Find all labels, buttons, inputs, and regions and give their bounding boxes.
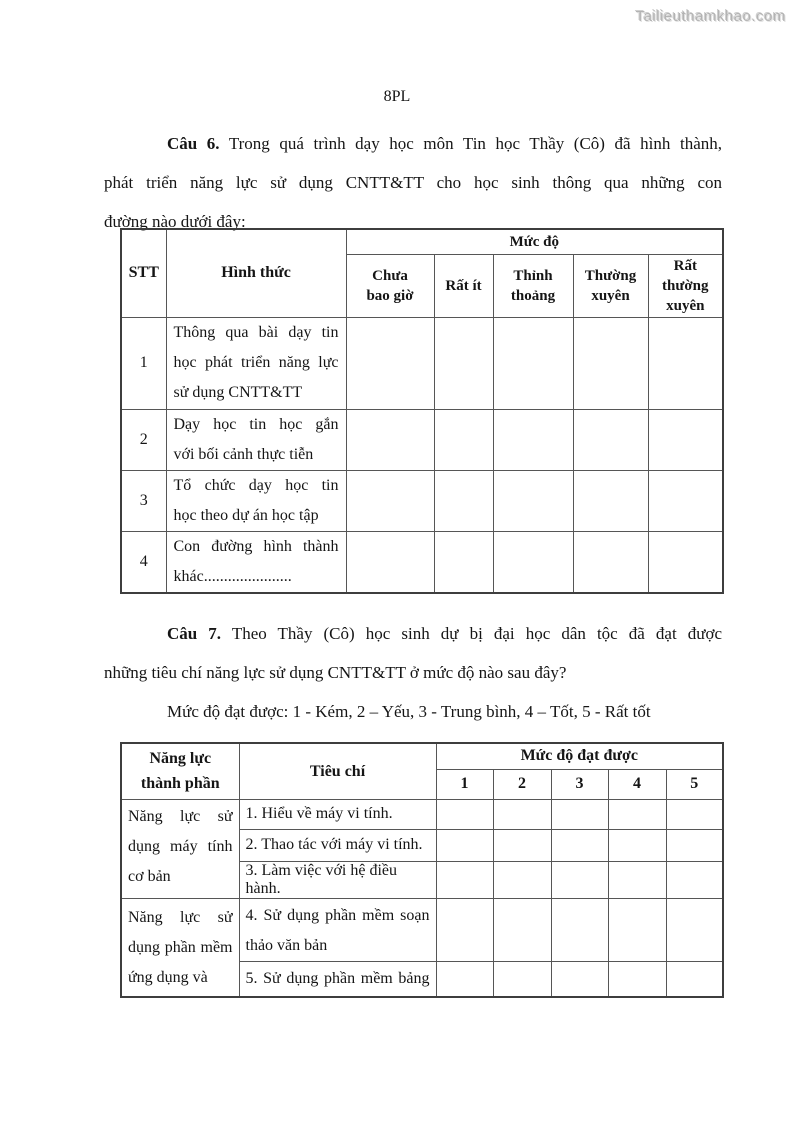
score-cell	[608, 961, 666, 997]
score-cell	[666, 799, 723, 829]
score-cell	[493, 898, 551, 961]
question7-line-1: Câu 7. Theo Thầy (Cô) học sinh dự bị đại học dân tộc đã đạt được	[167, 624, 723, 643]
score-cell	[666, 861, 723, 898]
question6-line-1: Câu 6. Trong quá trình dạy học môn Tin học Thầy (Cô) đã hình thành,	[167, 134, 722, 153]
table-row	[121, 898, 723, 961]
score-cell	[551, 961, 608, 997]
question7-line-2: những tiêu chí năng lực sử dụng CNTT&TT ở mức độ nào sau đây?	[104, 663, 567, 682]
page-number-label: 8PL	[383, 88, 411, 105]
answer-cell	[434, 409, 493, 470]
answer-cell	[493, 409, 573, 470]
score-cell	[666, 829, 723, 861]
level-header-chua-bao-gio: Chưa bao giờ	[346, 254, 434, 317]
question6-line-2: phát triển năng lực sử dụng CNTT&TT cho học sinh thông qua những con	[104, 173, 722, 192]
question7-scale-legend: Mức độ đạt được: 1 - Kém, 2 – Yếu, 3 - Trung bình, 4 – Tốt, 5 - Rất tốt	[167, 702, 651, 721]
score-cell	[493, 861, 551, 898]
row-number: 2	[121, 409, 166, 470]
answer-cell	[493, 470, 573, 531]
competency-group-label: Năng lực sử dụng máy tính cơ bản	[121, 799, 239, 898]
answer-cell	[573, 317, 648, 409]
score-cell	[436, 898, 493, 961]
score-cell	[551, 799, 608, 829]
table-row	[121, 470, 723, 531]
answer-cell	[346, 409, 434, 470]
level-header-rat-thuong-xuyen: Rất thường xuyên	[648, 254, 723, 317]
criterion-label: 4. Sử dụng phần mềm soạn thảo văn bản	[239, 898, 436, 961]
nang-luc-column-header: Năng lực thành phần	[121, 743, 239, 799]
criterion-label: 5. Sử dụng phần mềm bảng	[239, 961, 436, 997]
question6-paragraph	[104, 124, 722, 241]
answer-cell	[346, 317, 434, 409]
score-cell	[493, 961, 551, 997]
score-cell	[436, 961, 493, 997]
score-cell	[551, 898, 608, 961]
question7-table	[120, 742, 724, 998]
watermark: Tailieuthamkhao.com	[635, 8, 786, 25]
level-header-rat-it: Rất ít	[434, 254, 493, 317]
answer-cell	[573, 409, 648, 470]
score-cell	[666, 961, 723, 997]
answer-cell	[493, 531, 573, 593]
row-number: 4	[121, 531, 166, 593]
competency-group-label: Năng lực sử dụng phần mềm ứng dụng và	[121, 898, 239, 997]
answer-cell	[648, 531, 723, 593]
score-cell	[608, 861, 666, 898]
table-row	[121, 531, 723, 593]
score-cell	[436, 829, 493, 861]
answer-cell	[493, 317, 573, 409]
question6-label: Câu 6.	[167, 134, 220, 153]
hinh-thuc-column-header: Hình thức	[166, 229, 346, 317]
level-header-thuong-xuyen: Thường xuyên	[573, 254, 648, 317]
criterion-label: 3. Làm việc với hệ điều hành.	[239, 861, 436, 898]
score-cell	[608, 799, 666, 829]
question7-label: Câu 7.	[167, 624, 222, 643]
answer-cell	[648, 470, 723, 531]
table-row	[121, 409, 723, 470]
muc-do-header: Mức độ	[346, 229, 723, 254]
answer-cell	[346, 531, 434, 593]
answer-cell	[648, 317, 723, 409]
question7-paragraph	[104, 614, 722, 731]
answer-cell	[434, 470, 493, 531]
answer-cell	[573, 470, 648, 531]
tieu-chi-column-header: Tiêu chí	[239, 743, 436, 799]
stt-column-header: STT	[121, 229, 166, 317]
score-cell	[436, 799, 493, 829]
scale-header-2: 2	[493, 769, 551, 799]
score-cell	[493, 799, 551, 829]
score-cell	[436, 861, 493, 898]
row-label: Con đường hình thành khác......................	[166, 531, 346, 593]
criterion-label: 2. Thao tác với máy vi tính.	[239, 829, 436, 861]
row-label: Dạy học tin học gắn với bối cảnh thực tiễn	[166, 409, 346, 470]
scale-header-1: 1	[436, 769, 493, 799]
level-header-thinh-thoang: Thỉnh thoảng	[493, 254, 573, 317]
score-cell	[608, 829, 666, 861]
table-row	[121, 317, 723, 409]
criterion-label: 1. Hiểu về máy vi tính.	[239, 799, 436, 829]
score-cell	[493, 829, 551, 861]
answer-cell	[648, 409, 723, 470]
question6-line-3: đường nào dưới đây:	[104, 212, 246, 231]
row-label: Thông qua bài dạy tin học phát triển năng lực sử dụng CNTT&TT	[166, 317, 346, 409]
score-cell	[608, 898, 666, 961]
answer-cell	[434, 531, 493, 593]
row-number: 3	[121, 470, 166, 531]
answer-cell	[573, 531, 648, 593]
row-label: Tổ chức dạy học tin học theo dự án học tập	[166, 470, 346, 531]
row-number: 1	[121, 317, 166, 409]
score-cell	[551, 861, 608, 898]
table-row	[121, 799, 723, 829]
scale-header-5: 5	[666, 769, 723, 799]
score-cell	[666, 898, 723, 961]
scale-header-3: 3	[551, 769, 608, 799]
question6-table	[120, 228, 724, 594]
muc-do-dat-duoc-header: Mức độ đạt được	[436, 743, 723, 769]
scale-header-4: 4	[608, 769, 666, 799]
score-cell	[551, 829, 608, 861]
answer-cell	[434, 317, 493, 409]
answer-cell	[346, 470, 434, 531]
